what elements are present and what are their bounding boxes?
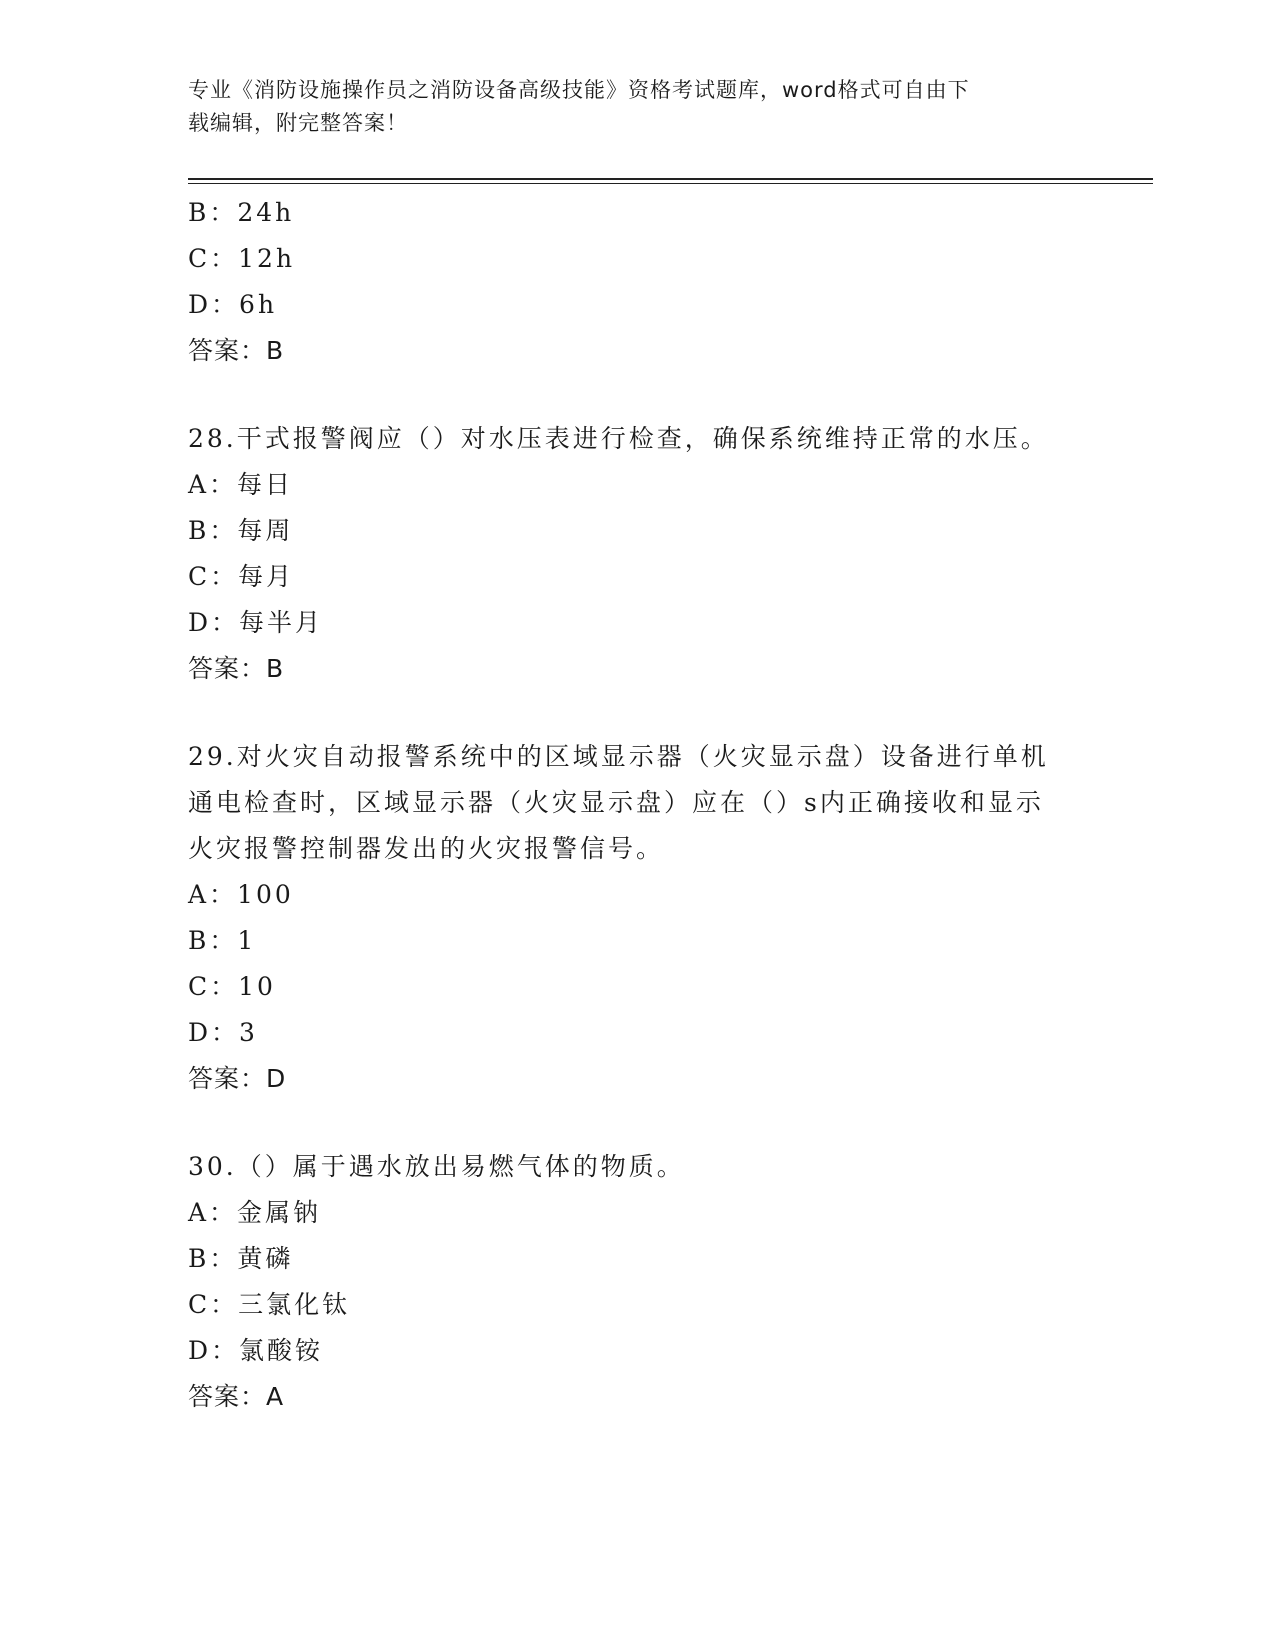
question-28 — [188, 416, 1088, 692]
spacer — [188, 1102, 1088, 1144]
question-stem-line-2: 通电检查时，区域显示器（火灾显示盘）应在（）s内正确接收和显示 — [188, 788, 1044, 817]
header-divider-thin — [188, 183, 1153, 184]
question-list — [188, 190, 1088, 1420]
spacer — [188, 374, 1088, 416]
answer-line: 答案：A — [188, 1382, 285, 1411]
question-stem: 28.干式报警阀应（）对水压表进行检查，确保系统维持正常的水压。 — [188, 424, 1049, 453]
option-d: D：氯酸铵 — [188, 1336, 324, 1365]
question-stem-line-3: 火灾报警控制器发出的火灾报警信号。 — [188, 834, 665, 863]
option-d: D：3 — [188, 1018, 258, 1047]
answer-line: 答案：B — [188, 336, 285, 365]
spacer — [188, 692, 1088, 734]
option-c: C：10 — [188, 972, 276, 1001]
answer-line: 答案：B — [188, 654, 285, 683]
option-a: A：金属钠 — [188, 1198, 322, 1227]
option-b: B：24h — [188, 198, 295, 227]
option-b: B：每周 — [188, 516, 294, 545]
answer-line: 答案：D — [188, 1064, 287, 1093]
option-c: C：每月 — [188, 562, 295, 591]
option-c: C：三氯化钛 — [188, 1290, 351, 1319]
option-d: D：6h — [188, 290, 278, 319]
header-line-1: 专业《消防设施操作员之消防设备高级技能》资格考试题库，word格式可自由下 — [188, 78, 970, 102]
option-b: B：1 — [188, 926, 257, 955]
option-a: A：每日 — [188, 470, 294, 499]
question-27 — [188, 190, 1088, 374]
option-c: C：12h — [188, 244, 296, 273]
option-d: D：每半月 — [188, 608, 324, 637]
question-stem-line-1: 29.对火灾自动报警系统中的区域显示器（火灾显示盘）设备进行单机 — [188, 742, 1049, 771]
header-line-2: 载编辑，附完整答案！ — [188, 111, 408, 135]
option-a: A：100 — [188, 880, 294, 909]
header-divider-thick — [188, 178, 1153, 180]
option-b: B：黄磷 — [188, 1244, 294, 1273]
question-stem: 30.（）属于遇水放出易燃气体的物质。 — [188, 1152, 685, 1181]
question-29 — [188, 734, 1088, 1102]
document-header — [188, 74, 1088, 140]
question-30 — [188, 1144, 1088, 1420]
